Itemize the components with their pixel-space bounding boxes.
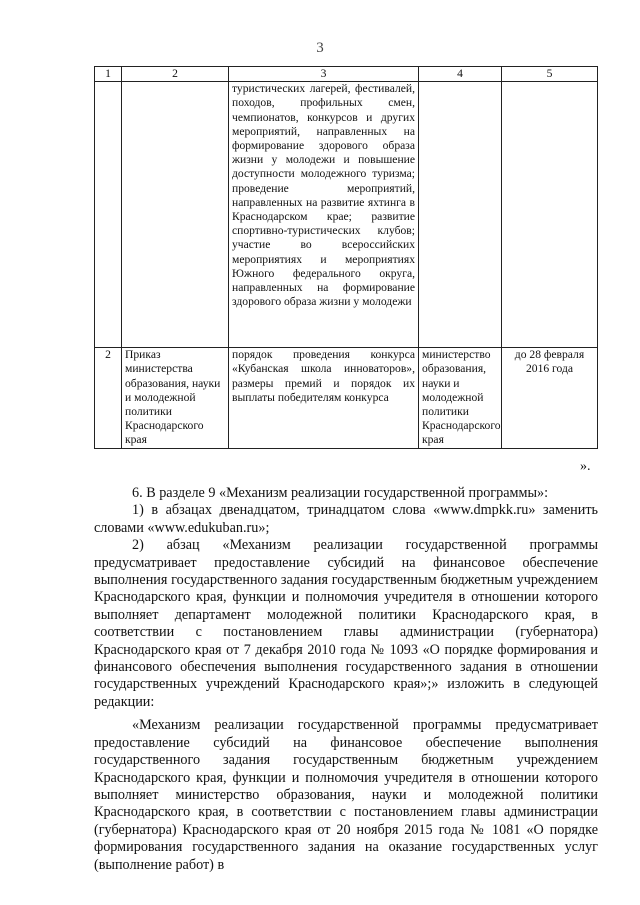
cell-deadline: до 28 февраля 2016 года [502,348,598,448]
cell-deadline [502,82,598,348]
cell-number [95,82,122,348]
paragraph-new-wording: «Механизм реализации государственной программы предусматривает предоставление субсидий на финансовое обеспечение выполнения государственного задания государственным бюджетным учреждением Краснодарского края, функции и полномочия учредителя в отношении которого выполняет министерство образования, науки и молодежной политики Краснодарского края, в соответствии с постановлением главы администрации (губернатора) Краснодарского края от 20 ноября 2015 года № 1081 «О порядке формирования государственного задания на оказание государственных услуг (выполнение работ) в [94,717,598,873]
measures-table [94,66,598,449]
paragraph-item-2: 2) абзац «Механизм реализации государственной программы предусматривает предоставление субсидий на финансовое обеспечение выполнения государственного задания государственным бюджетным учреждением Краснодарского края, функции и полномочия учредителя в отношении которого выполняет департамент молодежной политики Краснодарского края, в соответствии с постановлением главы администрации (губернатора) Краснодарского края от 7 декабря 2010 года № 1093 «О порядке формирования и финансового обеспечения выполнения государственного задания в отношении государственных учреждений Краснодарского края»;» изложить в следующей редакции: [94,537,598,710]
table-header-row [95,67,598,82]
body-text [94,485,598,874]
cell-document [122,82,229,348]
column-number-2: 2 [122,67,229,82]
cell-document: Приказ министерства образования, науки и молодежной политики Краснодарского края [122,348,229,448]
column-number-4: 4 [419,67,502,82]
paragraph-item-1: 1) в абзацах двенадцатом, тринадцатом слова «www.dmpkk.ru» заменить словами «www.edukuban.ru»; [94,502,598,536]
cell-content: туристических лагерей, фестивалей, походов, профильных смен, чемпионатов, конкурсов и других мероприятий, направленных на формирование здорового образа жизни у молодежи и повышение доступности молодежного туризма; проведение мероприятий, направленных на развитие яхтинга в Краснодарском крае; развитие спортивно-туристических клубов; участие во всероссийских мероприятиях и мероприятиях Южного федерального округа, направленных на формирование здорового образа жизни у молодежи [229,82,419,348]
paragraph-section-6: 6. В разделе 9 «Механизм реализации государственной программы»: [132,485,549,501]
column-number-3: 3 [229,67,419,82]
page-number: 3 [316,40,324,56]
closing-quote-mark: ». [580,459,591,474]
cell-number: 2 [95,348,122,448]
table-row-continued [95,82,598,348]
column-number-5: 5 [502,67,598,82]
column-number-1: 1 [95,67,122,82]
cell-responsible: министерство образования, науки и молодежной политики Краснодарского края [419,348,502,448]
table-row-2 [95,348,598,448]
cell-content: порядок проведения конкурса «Кубанская школа инноваторов», размеры премий и порядок их выплаты победителям конкурса [229,348,419,448]
cell-responsible [419,82,502,348]
